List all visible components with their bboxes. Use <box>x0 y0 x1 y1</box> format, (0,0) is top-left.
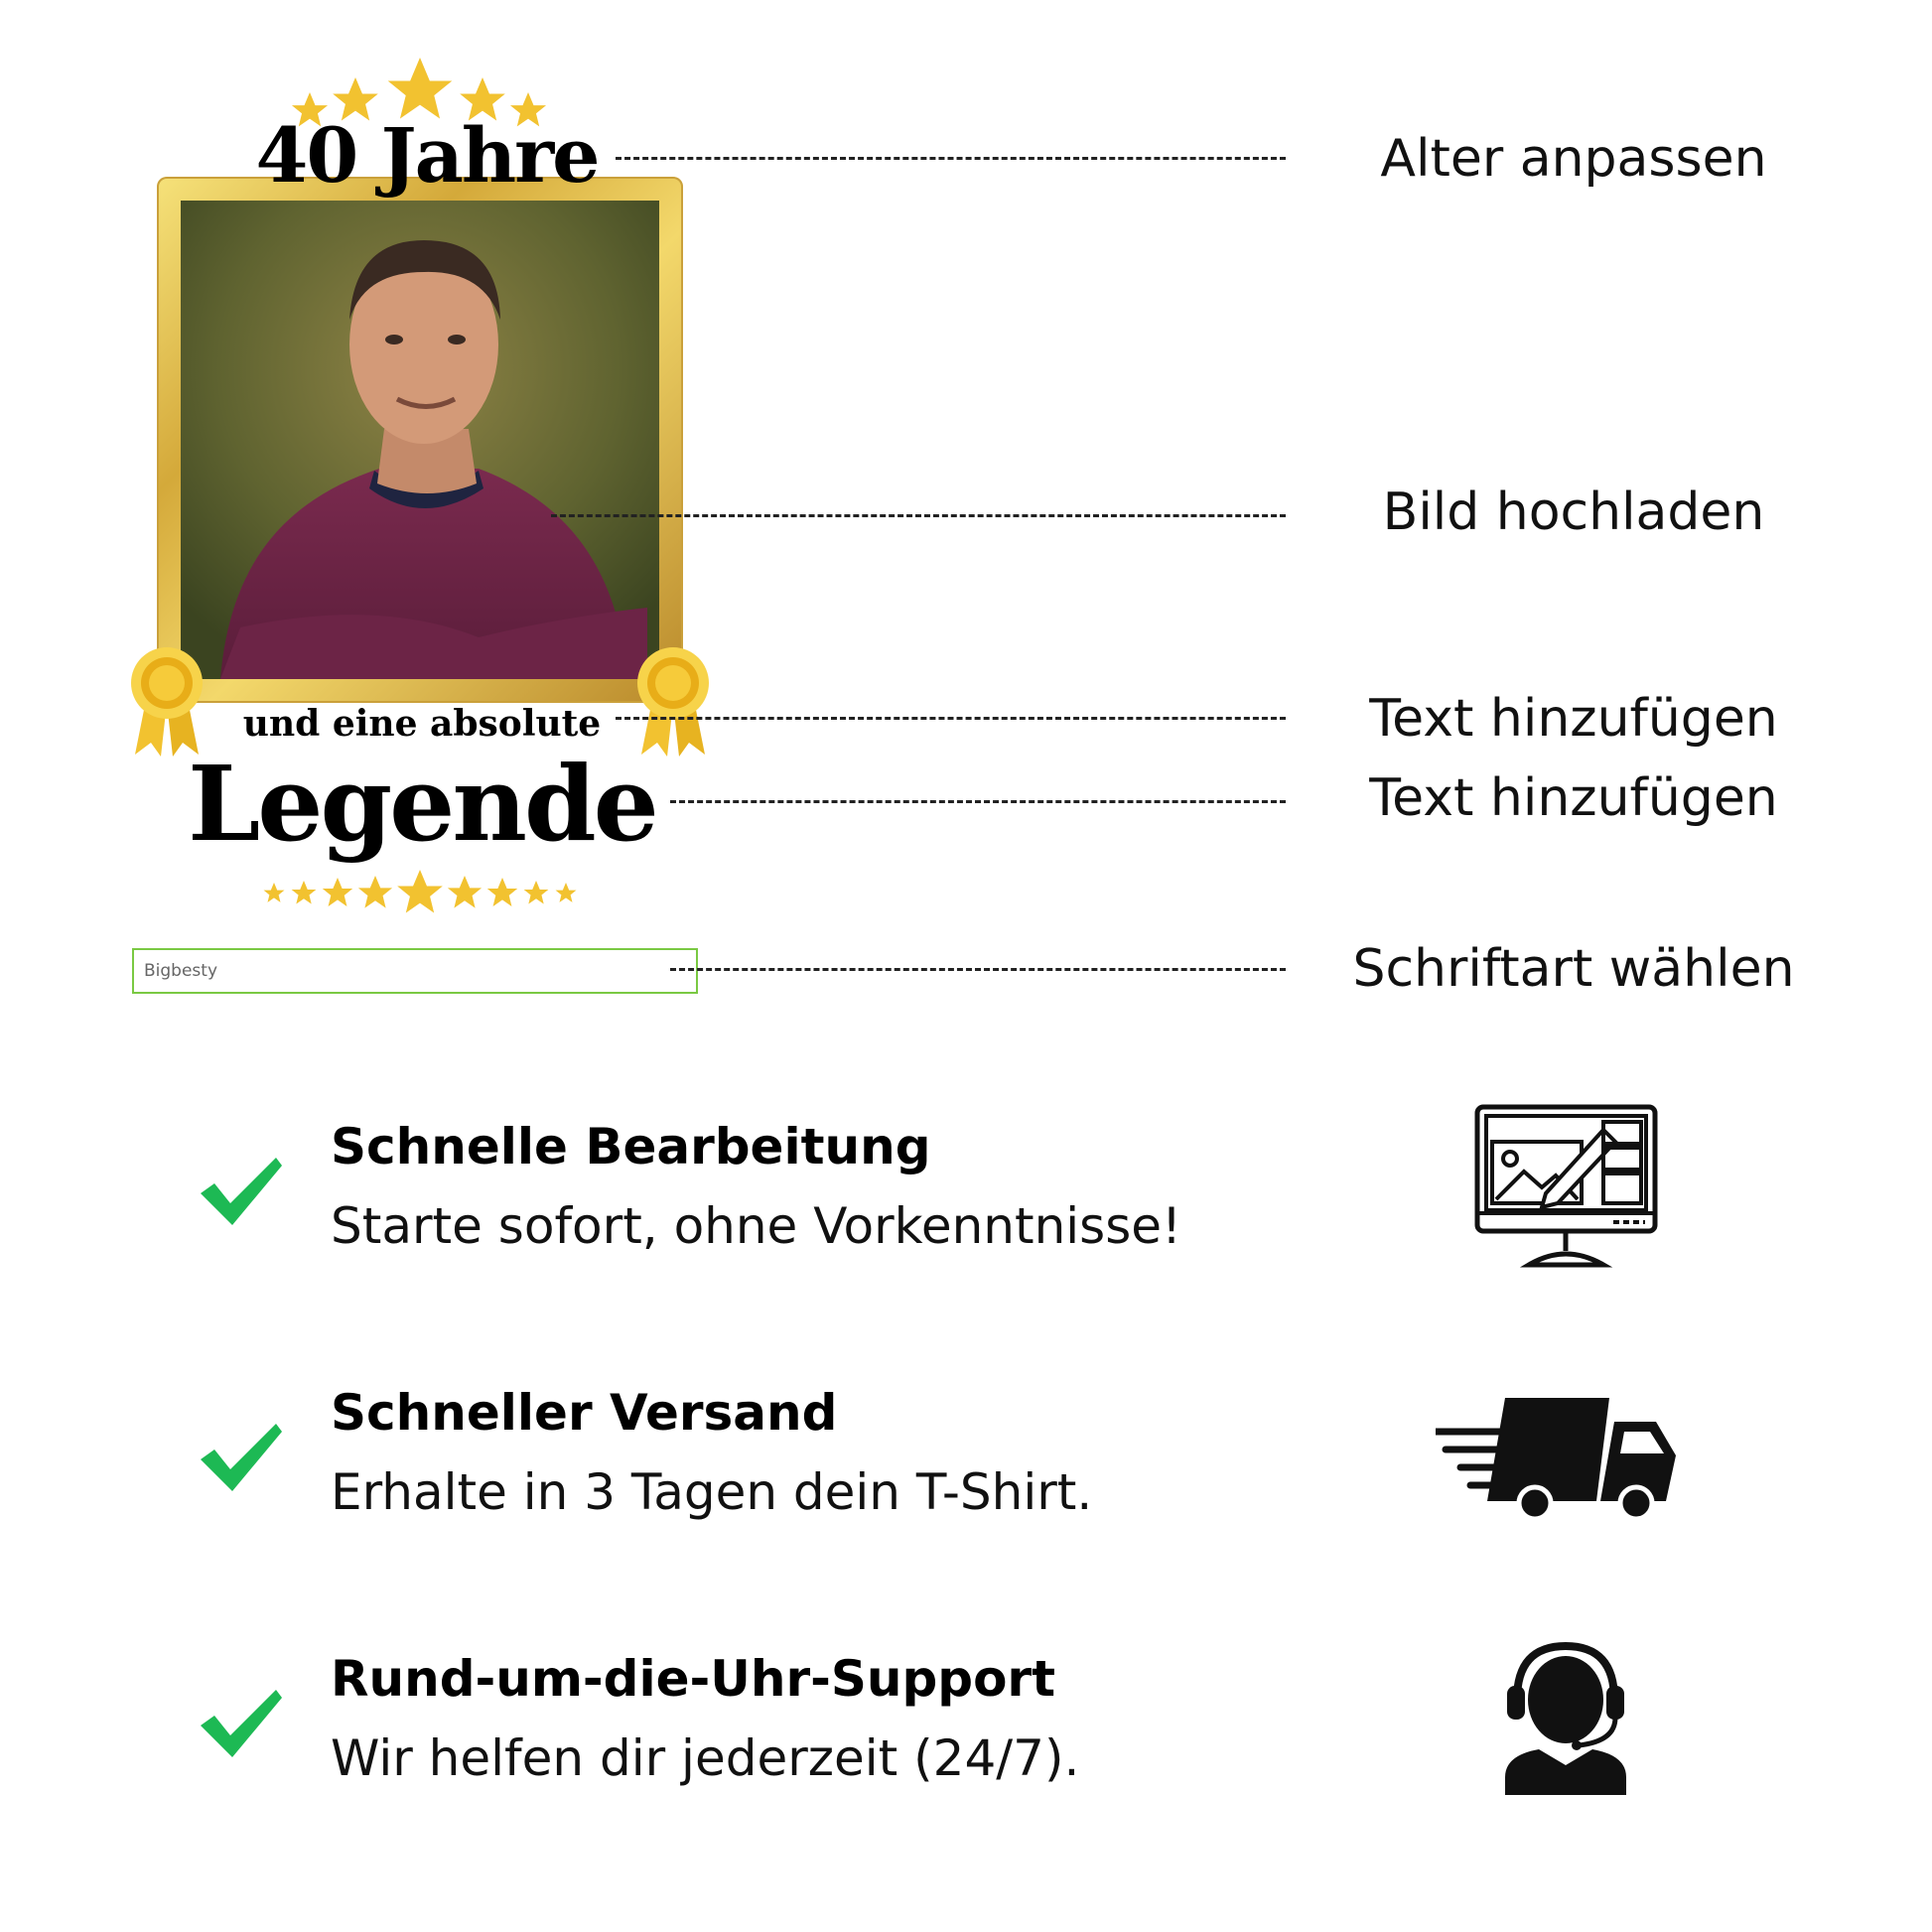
annotation-text-1: Text hinzufügen <box>1369 689 1778 749</box>
leader-line-text-2 <box>670 800 1286 803</box>
subtitle-text[interactable]: und eine absolute <box>242 703 602 745</box>
feature-desc-shipping: Erhalte in 3 Tagen dein T-Shirt. <box>331 1463 1093 1521</box>
leader-line-image <box>551 514 1286 517</box>
leader-line-text-1 <box>616 717 1286 720</box>
annotation-text-2: Text hinzufügen <box>1369 768 1778 828</box>
portrait-image <box>181 201 659 679</box>
check-icon <box>197 1684 286 1763</box>
check-icon <box>197 1152 286 1231</box>
annotation-image: Bild hochladen <box>1382 483 1765 542</box>
feature-title-support: Rund-um-die-Uhr-Support <box>331 1650 1055 1708</box>
monitor-editor-icon <box>1474 1104 1658 1268</box>
bottom-stars-decoration <box>256 869 584 918</box>
check-icon <box>197 1418 286 1497</box>
feature-title-shipping: Schneller Versand <box>331 1384 838 1442</box>
feature-desc-editing: Starte sofort, ohne Vorkenntnisse! <box>331 1197 1182 1255</box>
leader-line-age <box>616 157 1286 160</box>
support-agent-icon <box>1499 1638 1633 1797</box>
font-selector[interactable]: Bigbesty <box>132 948 698 994</box>
delivery-truck-icon <box>1436 1390 1679 1519</box>
headline-text[interactable]: Legende <box>188 743 656 865</box>
leader-line-font <box>670 968 1286 971</box>
annotation-age: Alter anpassen <box>1380 129 1767 189</box>
uploaded-photo[interactable] <box>181 201 659 679</box>
feature-title-editing: Schnelle Bearbeitung <box>331 1118 931 1175</box>
age-title[interactable]: 40 Jahre <box>255 111 599 200</box>
feature-desc-support: Wir helfen dir jederzeit (24/7). <box>331 1729 1080 1787</box>
annotation-font: Schriftart wählen <box>1352 939 1795 999</box>
